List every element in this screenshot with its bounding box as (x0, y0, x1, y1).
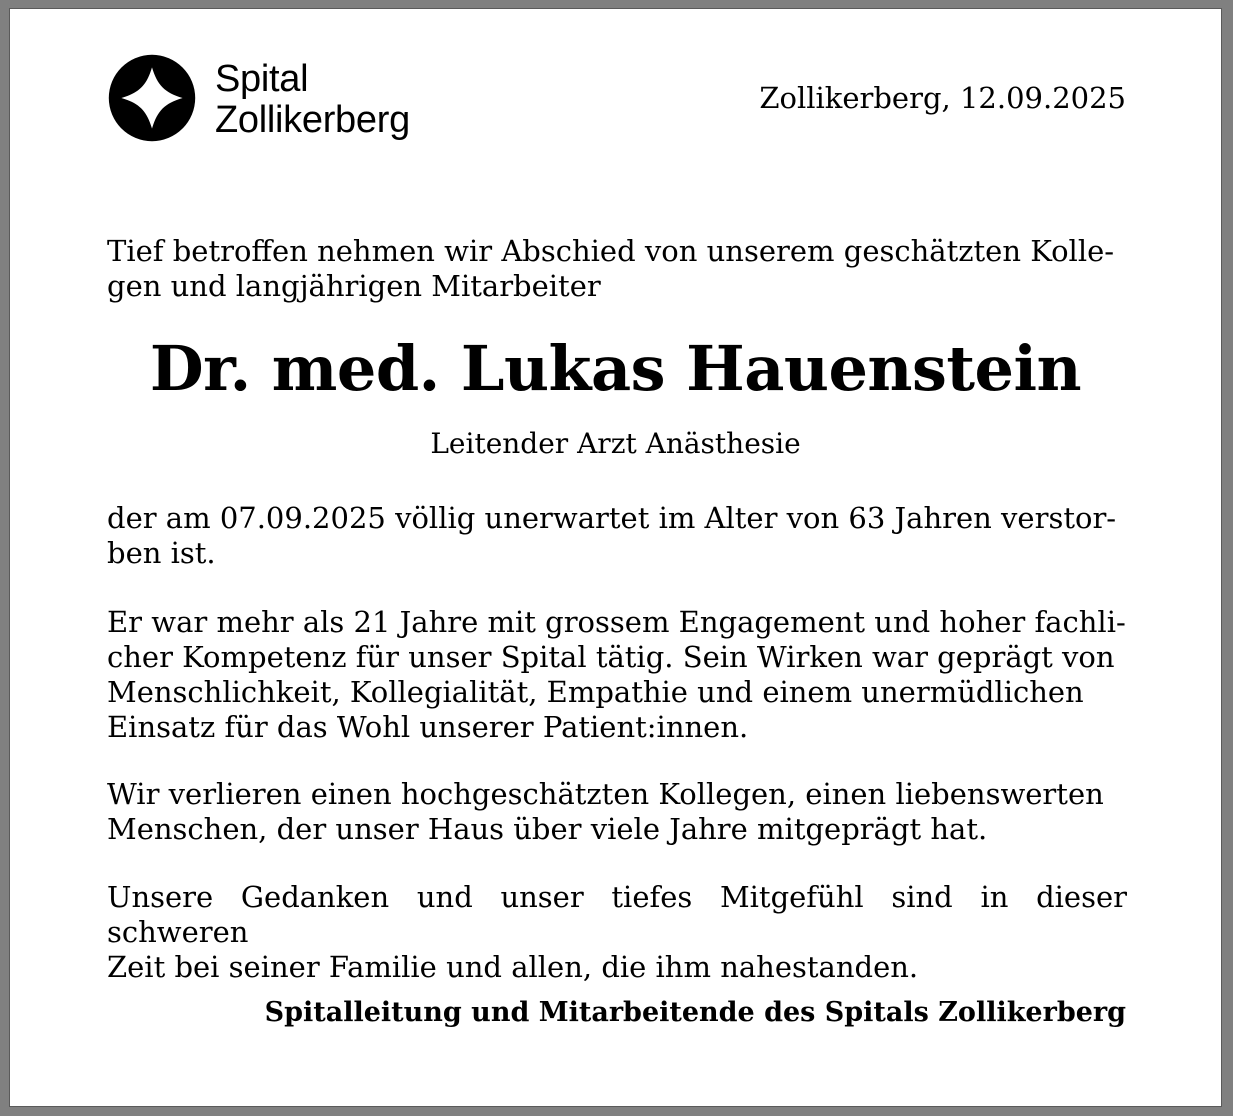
deceased-role: Leitender Arzt Anästhesie (430, 427, 801, 460)
paragraph-line: ben ist. (107, 536, 216, 570)
hospital-name-line2: Zollikerberg (215, 99, 410, 141)
deceased-name: Dr. med. Lukas Hauenstein (149, 332, 1082, 405)
paragraph-line: Unsere Gedanken und unser tiefes Mitgefühl sind in dieser schweren (107, 880, 1127, 949)
hospital-logo (107, 53, 467, 153)
paragraph-line: Einsatz für das Wohl unserer Patient:innen. (107, 710, 749, 744)
intro-line: Tief betroffen nehmen wir Abschied von unserem geschätzten Kolle- (107, 234, 1115, 268)
intro-paragraph (107, 234, 1127, 304)
paragraph-line: Wir verlieren einen hochgeschätzten Kollegen, einen liebenswerten (107, 777, 1104, 811)
four-point-star-in-circle-icon (107, 53, 197, 143)
signature: Spitalleitung und Mitarbeitende des Spitals Zollikerberg (264, 997, 1126, 1028)
obituary-page (10, 9, 1221, 1106)
paragraph-text (107, 605, 1127, 745)
paragraph-death-notice (107, 501, 1127, 571)
hospital-name (215, 59, 410, 141)
paragraph-text (107, 501, 1127, 571)
paragraph-text (107, 880, 1127, 985)
paragraph-line: Menschen, der unser Haus über viele Jahre mitgeprägt hat. (107, 812, 988, 846)
place-and-date: Zollikerberg, 12.09.2025 (759, 81, 1126, 115)
paragraph-line: Menschlichkeit, Kollegialität, Empathie und einem unermüdlichen (107, 675, 1084, 709)
hospital-name-line1: Spital (215, 58, 309, 100)
paragraph-loss (107, 777, 1127, 847)
paragraph-line: Er war mehr als 21 Jahre mit grossem Engagement und hoher fachli- (107, 605, 1126, 639)
paragraph-line: der am 07.09.2025 völlig unerwartet im Alter von 63 Jahren verstor- (107, 501, 1117, 535)
paragraph-career (107, 605, 1127, 745)
intro-text (107, 234, 1127, 304)
intro-line: gen und langjährigen Mitarbeiter (107, 269, 601, 303)
paragraph-line: Zeit bei seiner Familie und allen, die ihm nahestanden. (107, 950, 919, 984)
paragraph-line: cher Kompetenz für unser Spital tätig. Sein Wirken war geprägt von (107, 640, 1115, 674)
paragraph-condolences (107, 880, 1127, 985)
paragraph-text (107, 777, 1127, 847)
